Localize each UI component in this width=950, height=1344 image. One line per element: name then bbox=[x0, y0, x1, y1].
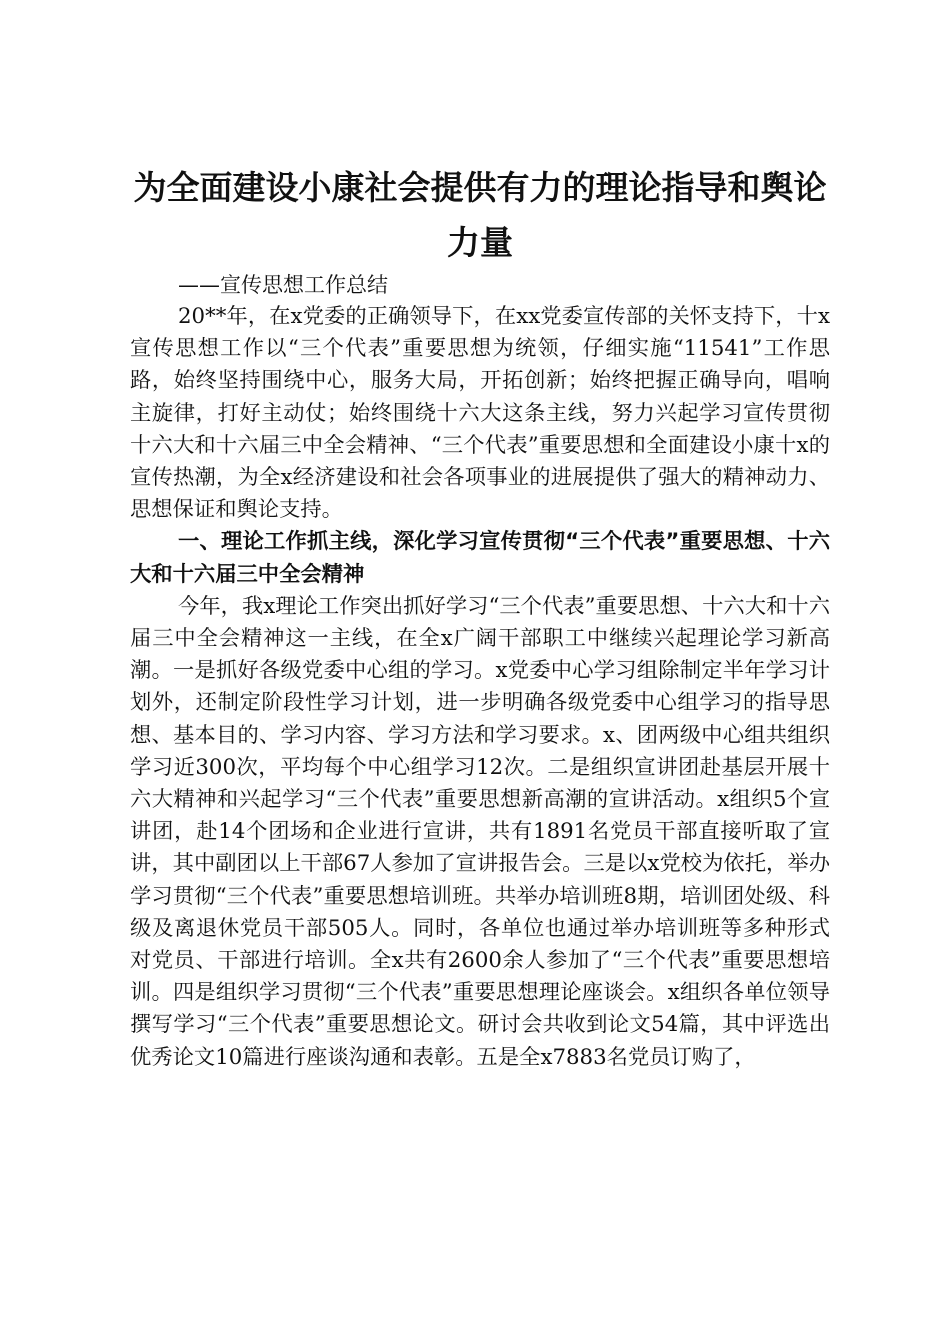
section-heading-1: 一、理论工作抓主线，深化学习宣传贯彻“三个代表”重要思想、十六大和十六届三中全会精神 bbox=[130, 529, 830, 587]
document-body bbox=[130, 160, 830, 1074]
document-subtitle: ——宣传思想工作总结 bbox=[178, 273, 388, 297]
intro-paragraph: 20**年，在x党委的正确领导下，在xx党委宣传部的关怀支持下，十x宣传思想工作以“三个代表”重要思想为统领，仔细实施“11541”工作思路，始终坚持围绕中心，服务大局，开拓创新；始终把握正确导向，唱响主旋律，打好主动仗；始终围绕十六大这条主线，努力兴起学习宣传贯彻十六大和十六届三中全会精神、“三个代表”重要思想和全面建设小康十x的宣传热潮，为全x经济建设和社会各项事业的进展提供了强大的精神动力、思想保证和舆论支持。 bbox=[130, 304, 830, 523]
section-1-paragraph: 今年，我x理论工作突出抓好学习“三个代表”重要思想、十六大和十六届三中全会精神这一主线，在全x广阔干部职工中继续兴起理论学习新高潮。一是抓好各级党委中心组的学习。x党委中心学习组除制定半年学习计划外，还制定阶段性学习计划，进一步明确各级党委中心组学习的指导思想、基本目的、学习内容、学习方法和学习要求。x、团两级中心组共组织学习近300次，平均每个中心组学习12次。二是组织宣讲团赴基层开展十六大精神和兴起学习“三个代表”重要思想新高潮的宣讲活动。x组织5个宣讲团，赴14个团场和企业进行宣讲，共有1891名党员干部直接听取了宣讲，其中副团以上干部67人参加了宣讲报告会。三是以x党校为依托，举办学习贯彻“三个代表”重要思想培训班。共举办培训班8期，培训团处级、科级及离退休党员干部505人。同时，各单位也通过举办培训班等多种形式对党员、干部进行培训。全x共有2600余人参加了“三个代表”重要思想培训。四是组织学习贯彻“三个代表”重要思想理论座谈会。x组织各单位领导撰写学习“三个代表”重要思想论文。研讨会共收到论文54篇，其中评选出优秀论文10篇进行座谈沟通和表彰。五是全x7883名党员订购了， bbox=[130, 593, 830, 1070]
document-title: 为全面建设小康社会提供有力的理论指导和舆论力量 bbox=[133, 168, 827, 262]
